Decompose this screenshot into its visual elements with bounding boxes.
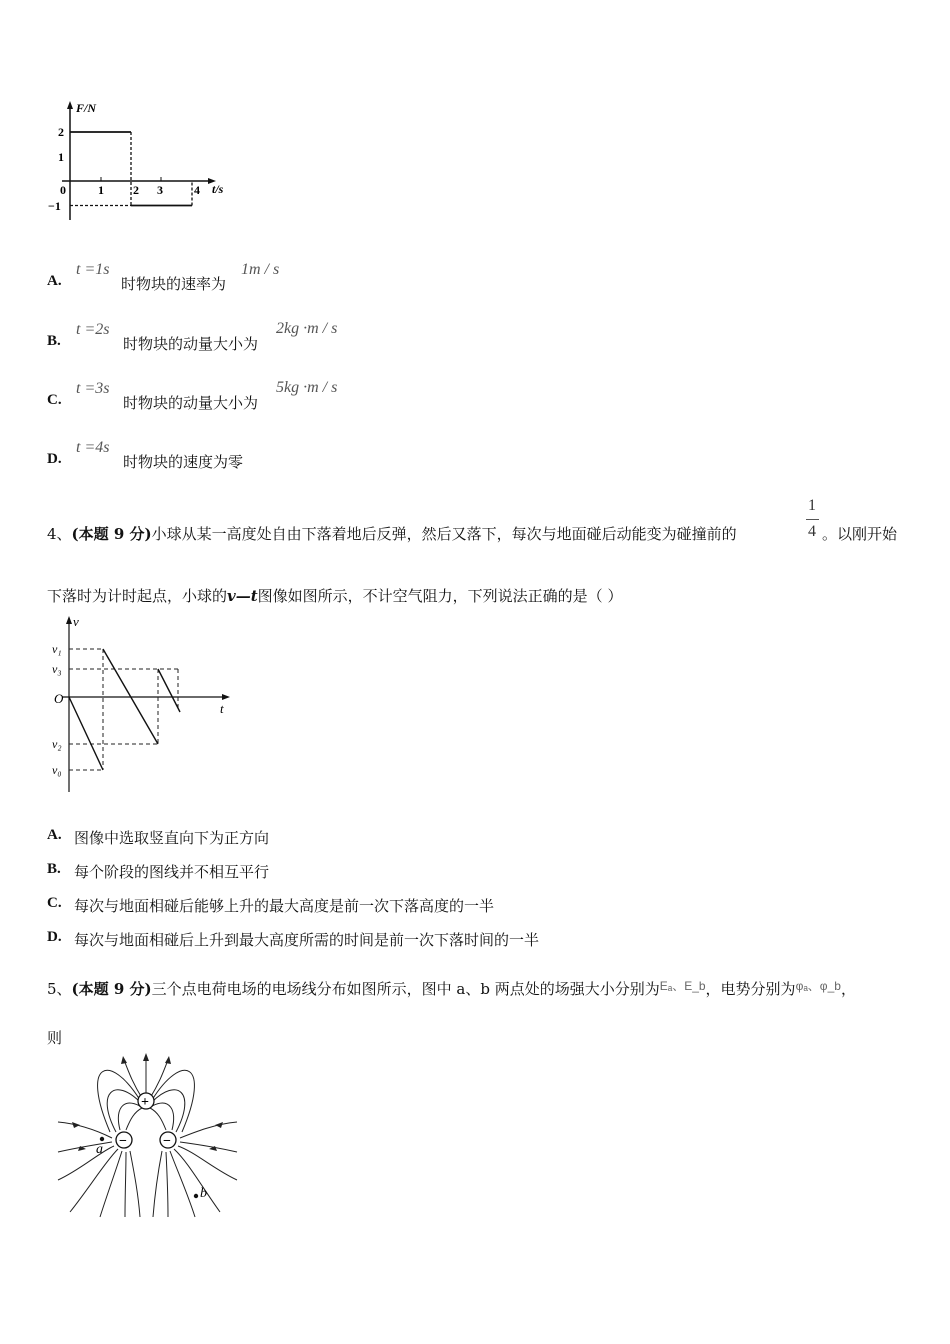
origin-label: O — [54, 691, 64, 706]
negative-sign-right: − — [163, 1134, 171, 1149]
fraction-denominator: 4 — [808, 523, 816, 540]
label-v0: v₀ — [52, 763, 62, 777]
t-axis-label: t — [220, 701, 224, 716]
option-letter: D. — [47, 929, 62, 945]
option-value: 2kg ·m / s — [276, 320, 338, 337]
label-v1: v₁ — [52, 642, 62, 656]
x-axis-label: t/s — [212, 182, 224, 196]
segment-bounce-2 — [158, 669, 180, 712]
v-axis-label: v — [73, 614, 79, 629]
x-tick-label-3: 3 — [157, 183, 163, 197]
option-letter: C. — [47, 392, 62, 408]
fraction-numerator: 1 — [808, 497, 816, 514]
option-text: 每个阶段的图线并不相互平行 — [74, 863, 270, 881]
q4-line2-b: 图像如图所示，不计空气阻力，下列说法正确的是（ ） — [257, 587, 623, 605]
option-condition: t =1s — [76, 261, 110, 278]
x-tick-label-4: 4 — [194, 183, 200, 197]
force-time-graph — [40, 95, 240, 230]
label-v3: v₃ — [52, 662, 62, 676]
option-value: 5kg ·m / s — [276, 379, 338, 396]
y-tick-label-neg1: −1 — [48, 199, 61, 213]
y-axis-arrow — [67, 101, 73, 109]
option-letter: A. — [47, 273, 62, 289]
point-a-marker — [100, 1137, 104, 1141]
option-condition: t =2s — [76, 321, 110, 338]
q5-potential-symbols: φₐ、φ_b — [795, 979, 841, 993]
option-condition: t =4s — [76, 439, 110, 456]
v-axis-arrow — [66, 616, 72, 624]
q5-score: (本题 9 分) — [71, 980, 152, 998]
option-text: 时物块的动量大小为 — [123, 335, 259, 353]
fraction-bar — [806, 519, 819, 520]
x-tick-label-0: 0 — [60, 183, 66, 197]
q5-field-symbols: Eₐ、E_b — [659, 979, 706, 993]
option-letter: B. — [47, 333, 61, 349]
option-value: 1m / s — [241, 261, 280, 278]
velocity-time-graph — [40, 612, 240, 797]
q4-number: 4、 — [47, 525, 72, 543]
option-letter: C. — [47, 895, 62, 911]
q4-line2-a: 下落时为计时起点，小球的 — [47, 587, 228, 605]
y-axis-label: F/N — [76, 101, 97, 115]
electric-field-diagram — [50, 1052, 245, 1220]
option-condition: t =3s — [76, 380, 110, 397]
option-text: 图像中选取竖直向下为正方向 — [74, 829, 270, 847]
label-v2: v₂ — [52, 737, 62, 751]
segment-fall-1 — [69, 697, 103, 770]
y-tick-label-2: 2 — [58, 125, 64, 139]
option-text: 时物块的动量大小为 — [123, 394, 259, 412]
x-tick-label-2: 2 — [133, 183, 139, 197]
point-b-marker — [194, 1194, 198, 1198]
option-letter: A. — [47, 827, 62, 843]
q4-vt: v—t — [227, 587, 258, 605]
q5-line2: 则 — [47, 1029, 63, 1047]
option-text: 每次与地面相碰后上升到最大高度所需的时间是前一次下落时间的一半 — [74, 931, 540, 949]
negative-sign-left: − — [119, 1134, 127, 1149]
q4-text: 小球从某一高度处自由下落着地后反弹，然后又落下，每次与地面碰后动能变为碰撞前的 — [151, 525, 737, 543]
t-axis-arrow — [222, 694, 230, 700]
point-a-label: a — [96, 1142, 103, 1157]
option-text: 每次与地面相碰后能够上升的最大高度是前一次下落高度的一半 — [74, 897, 495, 915]
q4-score: (本题 9 分) — [71, 525, 152, 543]
positive-sign: + — [141, 1095, 149, 1110]
option-text: 时物块的速度为零 — [123, 453, 244, 471]
y-tick-label-1: 1 — [58, 150, 64, 164]
q5-number: 5、 — [47, 980, 72, 998]
option-letter: D. — [47, 451, 62, 467]
q4-text-end: 。以刚开始 — [822, 525, 898, 543]
q5-text-3: ， — [840, 980, 856, 998]
q5-text: 三个点电荷电场的电场线分布如图所示，图中 a、b 两点处的场强大小分别为 — [151, 980, 660, 998]
x-tick-label-1: 1 — [98, 183, 104, 197]
option-text: 时物块的速率为 — [121, 275, 227, 293]
point-b-label: b — [200, 1186, 207, 1201]
option-letter: B. — [47, 861, 61, 877]
q5-text-2: ，电势分别为 — [705, 980, 796, 998]
